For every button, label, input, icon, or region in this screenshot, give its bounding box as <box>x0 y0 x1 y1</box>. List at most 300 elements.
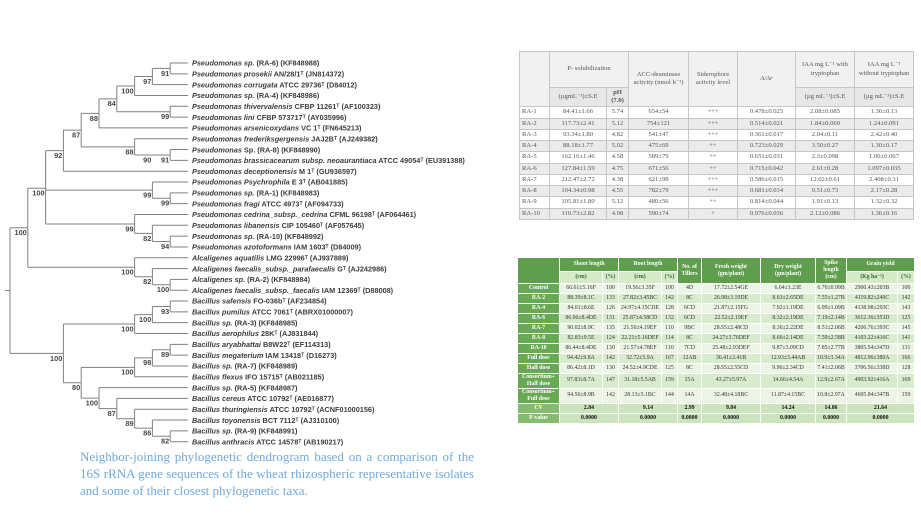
column-header-root-length: Root length <box>619 258 678 272</box>
table-cell: 126 <box>603 304 619 314</box>
table-cell: 0.814±0.044 <box>738 197 796 208</box>
taxon-label: Pseudomonas deceptionensis M 1ᵀ (GU936597) <box>192 166 357 176</box>
taxon-label: Pseudomonas libanensis CIP 105460ᵀ (AF057645) <box>192 221 365 230</box>
table-cell: 9.51±0.73 <box>796 186 855 197</box>
taxon-label: Pseudomonas frederiksgergensis JAJ2Bᵀ (AJ249382) <box>192 134 378 144</box>
table-cell: 9.87±3.09CD <box>761 344 816 354</box>
table-row <box>518 304 915 314</box>
bootstrap-value: 92 <box>54 151 63 161</box>
table-cell: 4.38 <box>607 174 629 185</box>
taxon-label: Bacillus aryabhattai B8W22ᵀ (EF114313) <box>192 340 331 350</box>
taxon-label: Pseudomonas sp. (RA-10) (KF848992) <box>192 231 324 241</box>
table-cell: 4.58 <box>607 152 629 163</box>
subheader-shoot-cm: (cm) <box>560 272 603 284</box>
table-cell: 10.9±3.34A <box>816 354 847 364</box>
table-cell: ++ <box>689 163 738 174</box>
row-label-treatment: Control <box>518 284 560 294</box>
table-cell: 4812.96±389A <box>847 354 898 364</box>
table-cell: 0.976±0.036 <box>738 208 796 219</box>
table-cell: 104.34±0.98 <box>550 186 607 197</box>
table-cell: 12.93±3.44AB <box>761 354 816 364</box>
table-cell: 31.18±5.5AB <box>619 374 662 389</box>
table-cell: 130 <box>603 344 619 354</box>
table-cell: 27.82±3.45BC <box>619 294 662 304</box>
table-cell: 0.0000 <box>847 413 915 423</box>
table-row <box>520 129 914 140</box>
table-row <box>520 208 914 219</box>
table-cell: +++ <box>689 174 738 185</box>
taxon-label: Pseudomonas lini CFBP 573717ᵀ (AY035996) <box>192 112 347 122</box>
table-cell: 145 <box>898 324 915 334</box>
table-cell: 110 <box>662 324 678 334</box>
table-cell: 32.72±5.9A <box>619 354 662 364</box>
taxon-label: Bacillus thuringiensis ATCC 10792ᵀ (ACNF01000156) <box>192 404 375 414</box>
table-cell: 0.478±0.025 <box>738 107 796 118</box>
table-cell: 132 <box>662 314 678 324</box>
table-row <box>520 197 914 208</box>
table-cell: 4.82 <box>607 129 629 140</box>
table-cell: 24.52±4.9CDE <box>619 364 662 374</box>
table-cell: 28.55±2.48CD <box>702 324 761 334</box>
table-cell: 24.27±3.76DEF <box>702 334 761 344</box>
table-row <box>520 186 914 197</box>
table-row <box>518 374 915 389</box>
taxon-label: Bacillus toyonensis BCT 7112ᵀ (AJ310100) <box>192 415 340 425</box>
table-cell: 8.36±2.22DE <box>761 324 816 334</box>
bootstrap-value: 80 <box>71 383 81 393</box>
table-cell: 125 <box>898 314 915 324</box>
table-cell: 82.83±9.5E <box>560 334 603 344</box>
table-cell: 4.55 <box>607 186 629 197</box>
column-header-fresh-weight: Fresh weight (gm/plant) <box>702 258 761 284</box>
row-label-treatment: RA-6 <box>518 314 560 324</box>
taxon-label: Bacillus anthracis ATCC 14578ᵀ (AB190217) <box>192 437 344 447</box>
table-cell: 144 <box>662 388 678 403</box>
bootstrap-value: 94 <box>160 241 170 251</box>
row-label-isolate: RA-5 <box>520 152 550 163</box>
table-cell: 9.96±2.34CD <box>761 364 816 374</box>
table-cell: 1.24±0.091 <box>855 118 914 129</box>
bootstrap-value: 100 <box>156 285 170 295</box>
table-row <box>518 354 915 364</box>
table-cell: 133 <box>603 294 619 304</box>
table-cell: 86.42±8.1D <box>560 364 603 374</box>
table-cell: 10.8±2.97A <box>816 388 847 403</box>
table-cell: 3805.54±347D <box>847 344 898 354</box>
table-cell: 162.16±1.46 <box>550 152 607 163</box>
table-cell: 6CD <box>678 314 702 324</box>
table-cell: 21.64 <box>847 403 915 413</box>
table-row <box>518 314 915 324</box>
table-cell: 100 <box>603 284 619 294</box>
table-cell: 19.56±3.35F <box>619 284 662 294</box>
subheader-ph: pH (7.0) <box>607 88 629 107</box>
subheader-root-pct: (%) <box>662 272 678 284</box>
table-cell: 110.73±2.82 <box>550 208 607 219</box>
row-label-isolate: RA-8 <box>520 186 550 197</box>
table-row <box>520 174 914 185</box>
taxon-label: Pseudomonas sp. (RA-1) (KF848983) <box>192 188 320 198</box>
table-cell: 8.51±2.06B <box>816 324 847 334</box>
table-cell: 754±121 <box>629 118 689 129</box>
corner-cell <box>520 52 550 107</box>
row-label-isolate: RA-4 <box>520 141 550 152</box>
table-cell: 14.24 <box>761 403 816 413</box>
corner-cell <box>518 258 560 284</box>
bootstrap-value: 100 <box>139 314 152 324</box>
row-label-treatment: Full dose <box>518 354 560 364</box>
table-cell: 7.41±2.06B <box>816 364 847 374</box>
table-cell: 84.41±1.66 <box>550 107 607 118</box>
taxon-label: Pseudomonas arsenicoxydans VC 1ᵀ (FN645213) <box>192 123 362 133</box>
table-cell: 143 <box>898 304 915 314</box>
table-cell: +++ <box>689 118 738 129</box>
table-cell: 8.66±2.14DE <box>761 334 816 344</box>
table-cell: 0.715±0.042 <box>738 163 796 174</box>
row-label-isolate: RA-1 <box>520 107 550 118</box>
table-row <box>518 294 915 304</box>
subheader-grain-kg: (Kg ha⁻¹) <box>847 272 898 284</box>
table-cell: 141 <box>898 334 915 344</box>
table-cell: 0.0000 <box>816 413 847 423</box>
table-cell: 5.74 <box>607 107 629 118</box>
table-cell: 4138.98±293C <box>847 304 898 314</box>
table-cell: 4103.22±416C <box>847 334 898 344</box>
growth-parameters-table <box>517 257 915 424</box>
table-cell: 4D <box>678 284 702 294</box>
table-row <box>518 364 915 374</box>
table-cell: + <box>689 208 738 219</box>
table-cell: 2.42±0.40 <box>855 129 914 140</box>
table-row <box>520 152 914 163</box>
table-cell: 21.56±4.19EF <box>619 324 662 334</box>
phylogenetic-tree <box>2 46 507 450</box>
table-cell: 159 <box>662 374 678 389</box>
table-cell: 1.32±0.32 <box>855 197 914 208</box>
table-cell: 12.02±0.61 <box>796 174 855 185</box>
bootstrap-value: 91 <box>160 155 170 165</box>
table-cell: 2900.43±203B <box>847 284 898 294</box>
row-label-statistic: P-value <box>518 413 560 423</box>
table-cell: 0.723±0.029 <box>738 141 796 152</box>
table-cell: 14.86 <box>816 403 847 413</box>
table-cell: 7.92±1.19DE <box>761 304 816 314</box>
table-row <box>520 118 914 129</box>
bootstrap-value: 88 <box>125 147 134 157</box>
table-cell: 93.34±1.80 <box>550 129 607 140</box>
bootstrap-value: 100 <box>121 267 134 277</box>
table-row <box>518 403 915 413</box>
table-cell: 24.97±4.15CDE <box>619 304 662 314</box>
table-cell: 97.83±8.7A <box>560 374 603 389</box>
subheader-shoot-pct: (%) <box>603 272 619 284</box>
row-label-treatment: Half dose <box>518 364 560 374</box>
bootstrap-value: 99 <box>160 112 170 122</box>
taxon-label: Bacillus flexus IFO 15715ᵀ (AB021185) <box>192 372 325 382</box>
taxon-label: Bacillus sp. (RA-9) (KF848991) <box>192 426 298 436</box>
table-cell: 7.19±2.14B <box>816 314 847 324</box>
table-cell: 3706.56±338D <box>847 364 898 374</box>
table-cell: 6.64±1.23E <box>761 284 816 294</box>
table-cell: 4.98 <box>607 208 629 219</box>
taxon-label: Alcaligenes sp. (RA-2) (KF848984) <box>192 275 311 285</box>
taxon-label: Pseudomonas thivervalensis CFBP 11261ᵀ (AF100323) <box>192 101 381 111</box>
table-cell: 2.3±0.098 <box>796 152 855 163</box>
bootstrap-value: 90 <box>143 155 152 165</box>
taxon-label: Alcaligenes faecalis_subsp._faecalis IAM 12369ᵀ (D88008) <box>192 285 394 295</box>
table-cell: 142 <box>898 294 915 304</box>
taxon-label: Pseudomonas brassicacearum subsp. neoaurantiaca ATCC 49054ᵀ (EU391388) <box>192 156 465 166</box>
bootstrap-value: 93 <box>160 306 170 316</box>
table-cell: 590±74 <box>629 208 689 219</box>
table-cell: 541±47 <box>629 129 689 140</box>
figure-caption: Neighbor-joining phylogenetic dendrogram based on a comparison of the 16S rRNA gene sequences of the wheat rhizospheric representative isolates and some of their closest phylogenetic taxa. <box>80 449 474 498</box>
taxon-label: Bacillus aerophilus 28Kᵀ (AJ831844) <box>192 329 319 339</box>
table-cell: 8C <box>678 294 702 304</box>
table-cell: 142 <box>603 354 619 364</box>
table-cell: 135 <box>603 324 619 334</box>
column-header-shoot-length: Shoot length <box>560 258 619 272</box>
table-cell: 127.84±1.59 <box>550 163 607 174</box>
subheader-iaa-without-unit: (µg mL⁻¹)±S.E <box>855 88 914 107</box>
table-cell: 0.0000 <box>678 413 702 423</box>
bootstrap-value: 84 <box>107 99 116 109</box>
table-cell: 2.08±0.085 <box>796 107 855 118</box>
bootstrap-value: 89 <box>160 350 170 360</box>
table-cell: 0.361±0.017 <box>738 129 796 140</box>
table-cell: 117.73±2.41 <box>550 118 607 129</box>
row-label-statistic: CV <box>518 403 560 413</box>
subheader-p-sol-unit: (µgmL⁻¹)±S.E <box>550 88 607 107</box>
table-cell: 25.48±2.93DEF <box>702 344 761 354</box>
table-cell: 142 <box>603 388 619 403</box>
table-cell: 0.651±0.031 <box>738 152 796 163</box>
table-cell: 2.61±0.28 <box>796 163 855 174</box>
taxon-label: Bacillus sp. (RA-5) (KF848987) <box>192 383 298 393</box>
column-header-iaa-without-tryptophan: IAA mg L⁻¹ without tryptophan <box>855 52 914 88</box>
table-cell: 36.41±2.41B <box>702 354 761 364</box>
table-cell: 5.12 <box>607 118 629 129</box>
bootstrap-value: 82 <box>143 277 152 287</box>
table-row <box>518 413 915 423</box>
table-cell: 15A <box>678 374 702 389</box>
table-cell: 9BC <box>678 324 702 334</box>
taxon-label: Pseudomonas sp. (RA-6) (KF848988) <box>192 58 320 68</box>
table-cell: 0.0000 <box>619 413 678 423</box>
table-cell: 212.47±2.72 <box>550 174 607 185</box>
table-cell: 1.097±0.035 <box>855 163 914 174</box>
table-cell: 0.0000 <box>702 413 761 423</box>
table-cell: 22.21±5.16DEF <box>619 334 662 344</box>
table-row <box>520 163 914 174</box>
table-cell: +++ <box>689 107 738 118</box>
table-cell: 0.514±0.021 <box>738 118 796 129</box>
bootstrap-value: 100 <box>50 353 63 363</box>
table-cell: 6.70±0.99B <box>816 284 847 294</box>
taxon-label: Pseudomonas sp. (RA-4) (KF848986) <box>192 91 320 101</box>
row-label-isolate: RA-2 <box>520 118 550 129</box>
table-cell: 3.50±0.27 <box>796 141 855 152</box>
taxon-label: Alcaligenes aquatilis LMG 22996ᵀ (AJ937889) <box>192 253 349 263</box>
table-cell: 26.98±3.19DE <box>702 294 761 304</box>
table-row <box>520 107 914 118</box>
table-cell: 25.87±4.58CD <box>619 314 662 324</box>
row-label-treatment: RA-2 <box>518 294 560 304</box>
table-cell: 100 <box>898 284 915 294</box>
bootstrap-value: 98 <box>143 358 152 368</box>
table-cell: 22.52±2.19EF <box>702 314 761 324</box>
table-cell: 128 <box>898 364 915 374</box>
table-cell: 1.06±0.067 <box>855 152 914 163</box>
table-cell: 12.9±2.67A <box>816 374 847 389</box>
column-header-p-solubilization: P- solubilization <box>550 52 629 88</box>
table-cell: 130 <box>603 364 619 374</box>
table-cell: 128 <box>662 304 678 314</box>
taxon-label: Bacillus megaterium IAM 13418ᵀ (D16273) <box>192 350 337 360</box>
table-cell: 9.14 <box>619 403 678 413</box>
table-cell: 0.0000 <box>761 413 816 423</box>
table-cell: ++ <box>689 141 738 152</box>
table-cell: 4.75 <box>607 163 629 174</box>
subheader-iaa-with-unit: (µg mL⁻¹)±S.E <box>796 88 855 107</box>
bootstrap-value: 87 <box>107 408 116 418</box>
column-header-acc-deaminase: ACC-deaminase activity (nmol h⁻¹) <box>629 52 689 107</box>
table-cell: 131 <box>898 344 915 354</box>
taxon-label: Pseudomonas Psychrophila E 3ᵀ (AB041885) <box>192 177 348 187</box>
table-cell: 621±98 <box>629 174 689 185</box>
row-label-treatment: Consortium+ Half dose <box>518 374 560 389</box>
table-cell: 654±54 <box>629 107 689 118</box>
table-cell: 0.0000 <box>560 413 619 423</box>
table-cell: 475±69 <box>629 141 689 152</box>
table-row <box>518 284 915 294</box>
taxon-label: Bacillus cereus ATCC 10792ᵀ (AE016877) <box>192 394 334 404</box>
table-cell: 589±79 <box>629 152 689 163</box>
table-cell: 110 <box>662 344 678 354</box>
table-cell: 167 <box>662 354 678 364</box>
column-header-spike-length: Spike length (cm) <box>816 258 847 284</box>
table-cell: 0.586±0.015 <box>738 174 796 185</box>
table-cell: 43.27±5.97A <box>702 374 761 389</box>
table-cell: 4119.82±249C <box>847 294 898 304</box>
table-cell: 14.66±4.54A <box>761 374 816 389</box>
table-cell: 105.81±1.80 <box>550 197 607 208</box>
table-row <box>518 334 915 344</box>
table-cell: 1.36±0.16 <box>855 208 914 219</box>
table-cell: 84.01±8.6E <box>560 304 603 314</box>
table-cell: 2.12±0.086 <box>796 208 855 219</box>
table-cell: 2.99 <box>678 403 702 413</box>
table-cell: 14A <box>678 388 702 403</box>
taxon-label: Pseudomonas Sp. (RA-8) (KF848990) <box>192 145 321 155</box>
table-cell: 2.408±0.31 <box>855 174 914 185</box>
table-cell: 7.59±2.58B <box>816 334 847 344</box>
table-cell: 7CD <box>678 344 702 354</box>
bootstrap-value: 82 <box>143 233 152 243</box>
row-label-isolate: RA-7 <box>520 174 550 185</box>
bootstrap-value: 100 <box>121 324 134 334</box>
table-cell: 4903.92±416A <box>847 374 898 389</box>
table-cell: 671±56 <box>629 163 689 174</box>
table-cell: 147 <box>603 374 619 389</box>
table-cell: 5.02 <box>607 141 629 152</box>
column-header-iaa-with-tryptophan: IAA mg L⁻¹ with tryptophan <box>796 52 855 88</box>
taxon-label: Pseudomonas fragi ATCC 4973ᵀ (AF094733) <box>192 199 344 209</box>
taxon-label: Bacillus sp. (RA-3) (KF848985) <box>192 318 298 328</box>
row-label-treatment: RA-8 <box>518 334 560 344</box>
table-cell: 114 <box>662 334 678 344</box>
table-cell: 94.42±9.8A <box>560 354 603 364</box>
table-row <box>518 388 915 403</box>
bootstrap-value: 99 <box>160 198 170 208</box>
taxon-label: Bacillus pumilus ATCC 7061ᵀ (ABRX01000007) <box>192 307 353 317</box>
table-cell: 100 <box>662 284 678 294</box>
table-cell: 12AB <box>678 354 702 364</box>
column-header-grain-yield: Grain yield <box>847 258 915 272</box>
row-label-isolate: RA-3 <box>520 129 550 140</box>
taxon-label: Pseudomonas prosekii AN/28/1ᵀ (JN814372) <box>192 69 345 79</box>
bootstrap-value: 99 <box>143 190 152 200</box>
table-cell: 1.91±0.13 <box>796 197 855 208</box>
bootstrap-value: 89 <box>125 419 134 429</box>
table-cell: ++ <box>689 152 738 163</box>
table-cell: 17.72±2.54GE <box>702 284 761 294</box>
table-cell: 2.17±0.28 <box>855 186 914 197</box>
table-cell: 5.12 <box>607 197 629 208</box>
table-cell: 66.61±5.16F <box>560 284 603 294</box>
bootstrap-value: 99 <box>125 224 134 234</box>
bootstrap-value: 87 <box>71 130 81 140</box>
table-cell: 166 <box>898 354 915 364</box>
table-cell: 7.55±1.27B <box>816 294 847 304</box>
bootstrap-value: 91 <box>160 68 170 78</box>
table-cell: 124 <box>603 334 619 344</box>
row-label-isolate: RA-10 <box>520 208 550 219</box>
taxon-label: Pseudomonas azotoformans IAM 1603ᵀ (D84009) <box>192 242 362 252</box>
subheader-grain-pct: (%) <box>898 272 915 284</box>
bootstrap-value: 86 <box>143 428 152 438</box>
table-cell: ++ <box>689 197 738 208</box>
table-cell: 88.39±8.1C <box>560 294 603 304</box>
table-cell: +++ <box>689 186 738 197</box>
table-cell: 8C <box>678 334 702 344</box>
table-cell: 1.84±0.060 <box>796 118 855 129</box>
table-cell: 1.30±0.17 <box>855 141 914 152</box>
row-label-treatment: Consortium+ Full dose <box>518 388 560 403</box>
table-cell: 90.02±8.9C <box>560 324 603 334</box>
subheader-root-cm: (cm) <box>619 272 662 284</box>
bootstrap-value: 100 <box>14 228 27 238</box>
table-row <box>518 344 915 354</box>
table-cell: +++ <box>689 129 738 140</box>
table-cell: 6CD <box>678 304 702 314</box>
table-cell: 21.57±4.78EF <box>619 344 662 354</box>
bootstrap-value: 97 <box>143 76 152 86</box>
column-header-tillers: No. of Tillers <box>678 258 702 284</box>
table-cell: 32.48±4.18BC <box>702 388 761 403</box>
table-cell: 7.85±2.77B <box>816 344 847 354</box>
row-label-isolate: RA-6 <box>520 163 550 174</box>
table-cell: 125 <box>662 364 678 374</box>
table-cell: 8.32±2.19DE <box>761 314 816 324</box>
table-cell: 86.96±8.4DE <box>560 314 603 324</box>
table-cell: 0.681±0.034 <box>738 186 796 197</box>
table-cell: 2.84 <box>560 403 619 413</box>
column-header-dry-weight: Dry weight (gm/plant) <box>761 258 816 284</box>
table-cell: 8C <box>678 364 702 374</box>
row-label-treatment: RA-7 <box>518 324 560 334</box>
table-cell: 131 <box>603 314 619 324</box>
